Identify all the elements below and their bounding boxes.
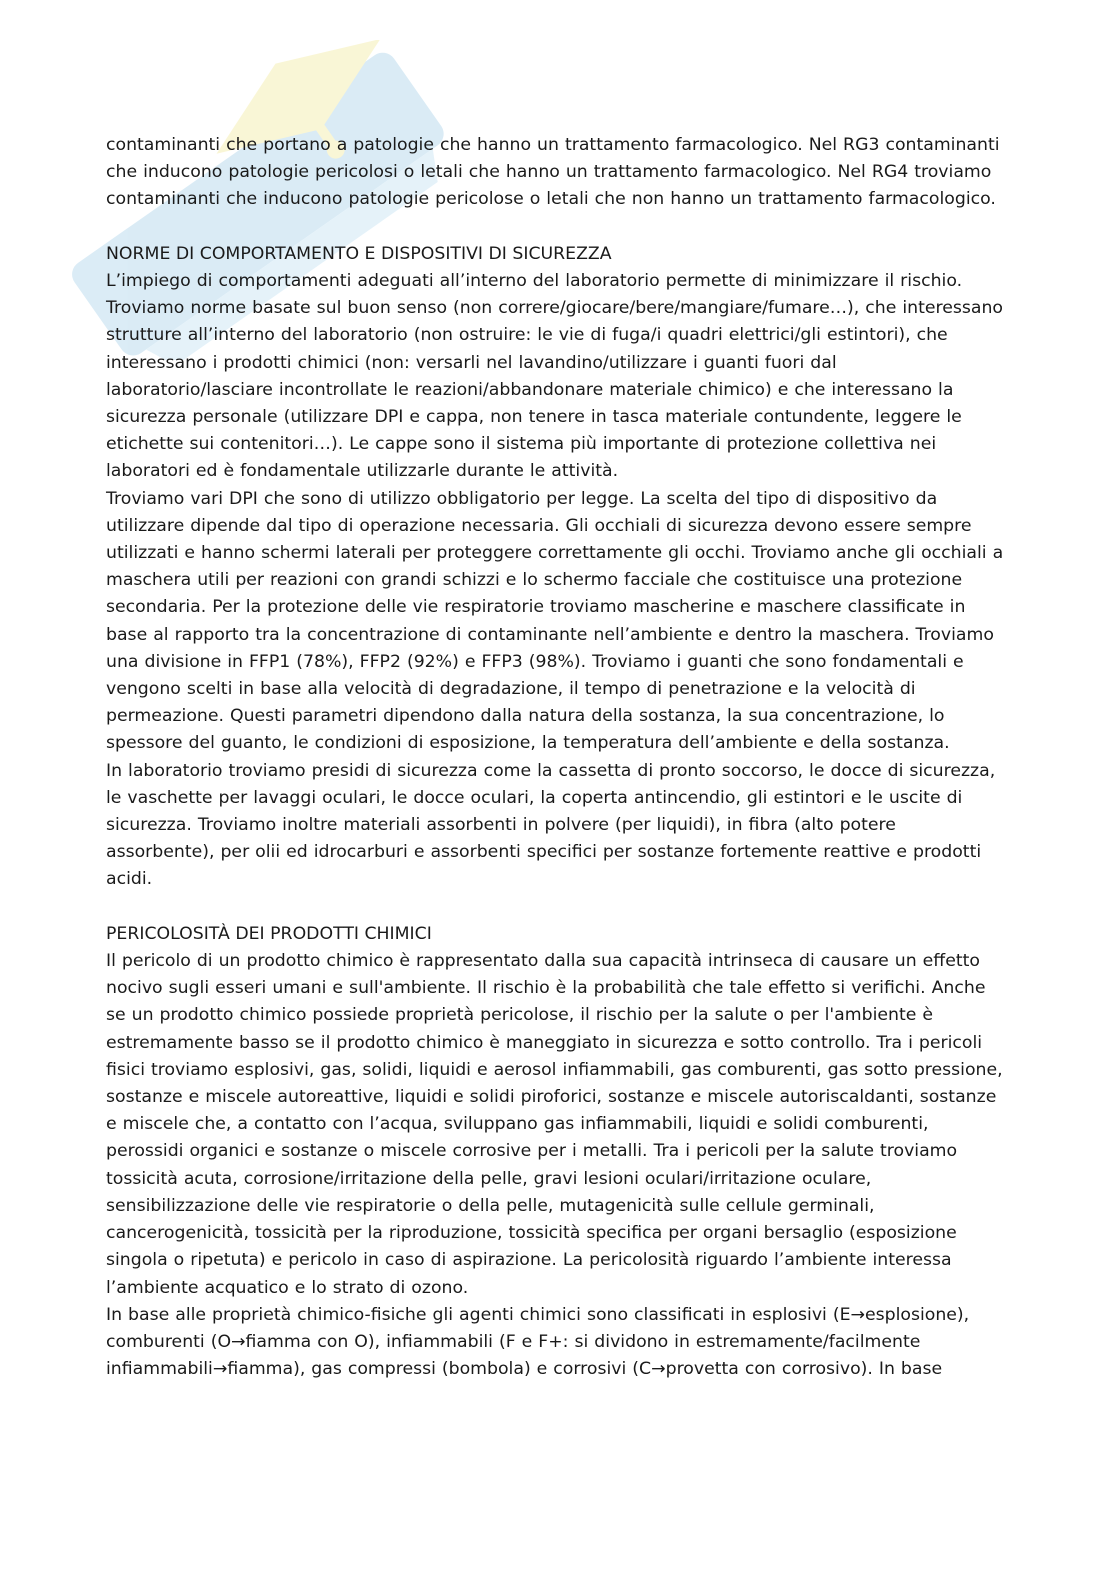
- paragraph-dpi: Troviamo vari DPI che sono di utilizzo obbligatorio per legge. La scelta del tipo di dispositivo da utilizzare dipende dal tipo di operazione necessaria. Gli occhiali di sicurezza devono essere sempre utilizzati e hanno schermi laterali per proteggere correttamente gli occhi. Troviamo anche gli occhiali a maschera utili per reazioni con grandi schizzi e lo schermo facciale che costituisce una protezione secondaria. Per la protezione delle vie respiratorie troviamo mascherine e maschere classificate in base al rapporto tra la concentrazione di contaminante nell’ambiente e dentro la maschera. Troviamo una divisione in FFP1 (78%), FFP2 (92%) e FFP3 (98%). Troviamo i guanti che sono fondamentali e vengono scelti in base alla velocità di degradazione, il tempo di penetrazione e la velocità di permeazione. Questi parametri dipendono dalla natura della sostanza, la sua concentrazione, lo spessore del guanto, le condizioni di esposizione, la temperatura dell’ambiente e della sostanza.: [106, 488, 1004, 754]
- heading-pericolosita: PERICOLOSITÀ DEI PRODOTTI CHIMICI: [106, 923, 432, 944]
- paragraph-presidi: In laboratorio troviamo presidi di sicurezza come la cassetta di pronto soccorso, le docce di sicurezza, le vaschette per lavaggi oculari, le docce oculari, la coperta antincendio, gli estintori e le uscite di sicurezza. Troviamo inoltre materiali assorbenti in polvere (per liquidi), in fibra (alto potere assorbente), per olii ed idrocarburi e assorbenti specifici per sostanze fortemente reattive e prodotti acidi.: [106, 760, 996, 890]
- document-body: [106, 132, 1006, 1383]
- paragraph-classificazione: In base alle proprietà chimico-fisiche gli agenti chimici sono classificati in esplosivi (E→esplosione), comburenti (O→fiamma con O), infiammabili (F e F+: si dividono in estremamente/facilmente infiammabili→fiamma), gas compressi (bombola) e corrosivi (C→provetta con corrosivo). In base: [106, 1304, 970, 1380]
- heading-norme-comportamento: NORME DI COMPORTAMENTO E DISPOSITIVI DI SICUREZZA: [106, 243, 612, 264]
- paragraph-comportamenti: L’impiego di comportamenti adeguati all’interno del laboratorio permette di minimizzare il rischio. Troviamo norme basate sul buon senso (non correre/giocare/bere/mangiare/fumare…), che interessano strutture all’interno del laboratorio (non ostruire: le vie di fuga/i quadri elettrici/gli estintori), che interessano i prodotti chimici (non: versarli nel lavandino/utilizzare i guanti fuori dal laboratorio/lasciare incontrollate le reazioni/abbandonare materiale chimico) e che interessano la sicurezza personale (utilizzare DPI e cappa, non tenere in tasca materiale contundente, leggere le etichette sui contenitori…). Le cappe sono il sistema più importante di protezione collettiva nei laboratori ed è fondamentale utilizzarle durante le attività.: [106, 271, 1004, 482]
- paragraph-pericoli: Il pericolo di un prodotto chimico è rappresentato dalla sua capacità intrinseca di causare un effetto nocivo sugli esseri umani e sull'ambiente. Il rischio è la probabilità che tale effetto si verifichi. Anche se un prodotto chimico possiede proprietà pericolose, il rischio per la salute o per l'ambiente è estremamente basso se il prodotto chimico è maneggiato in sicurezza e sotto controllo. Tra i pericoli fisici troviamo esplosivi, gas, solidi, liquidi e aerosol infiammabili, gas comburenti, gas sotto pressione, sostanze e miscele autoreattive, liquidi e solidi piroforici, sostanze e miscele autoriscaldanti, sostanze e miscele che, a contatto con l’acqua, sviluppano gas infiammabili, liquidi e solidi comburenti, perossidi organici e sostanze o miscele corrosive per i metalli. Tra i pericoli per la salute troviamo tossicità acuta, corrosione/irritazione della pelle, gravi lesioni oculari/irritazione oculare, sensibilizzazione delle vie respiratorie o della pelle, mutagenicità sulle cellule germinali, cancerogenicità, tossicità per la riproduzione, tossicità specifica per organi bersaglio (esposizione singola o ripetuta) e pericolo in caso di aspirazione. La pericolosità riguardo l’ambiente interessa l’ambiente acquatico e lo strato di ozono.: [106, 951, 1003, 1298]
- paragraph-risk-groups: contaminanti che portano a patologie che hanno un trattamento farmacologico. Nel RG3 contaminanti che inducono patologie pericolosi o letali che hanno un trattamento farmacologico. Nel RG4 troviamo contaminanti che inducono patologie pericolose o letali che non hanno un trattamento farmacologico.: [106, 135, 1000, 210]
